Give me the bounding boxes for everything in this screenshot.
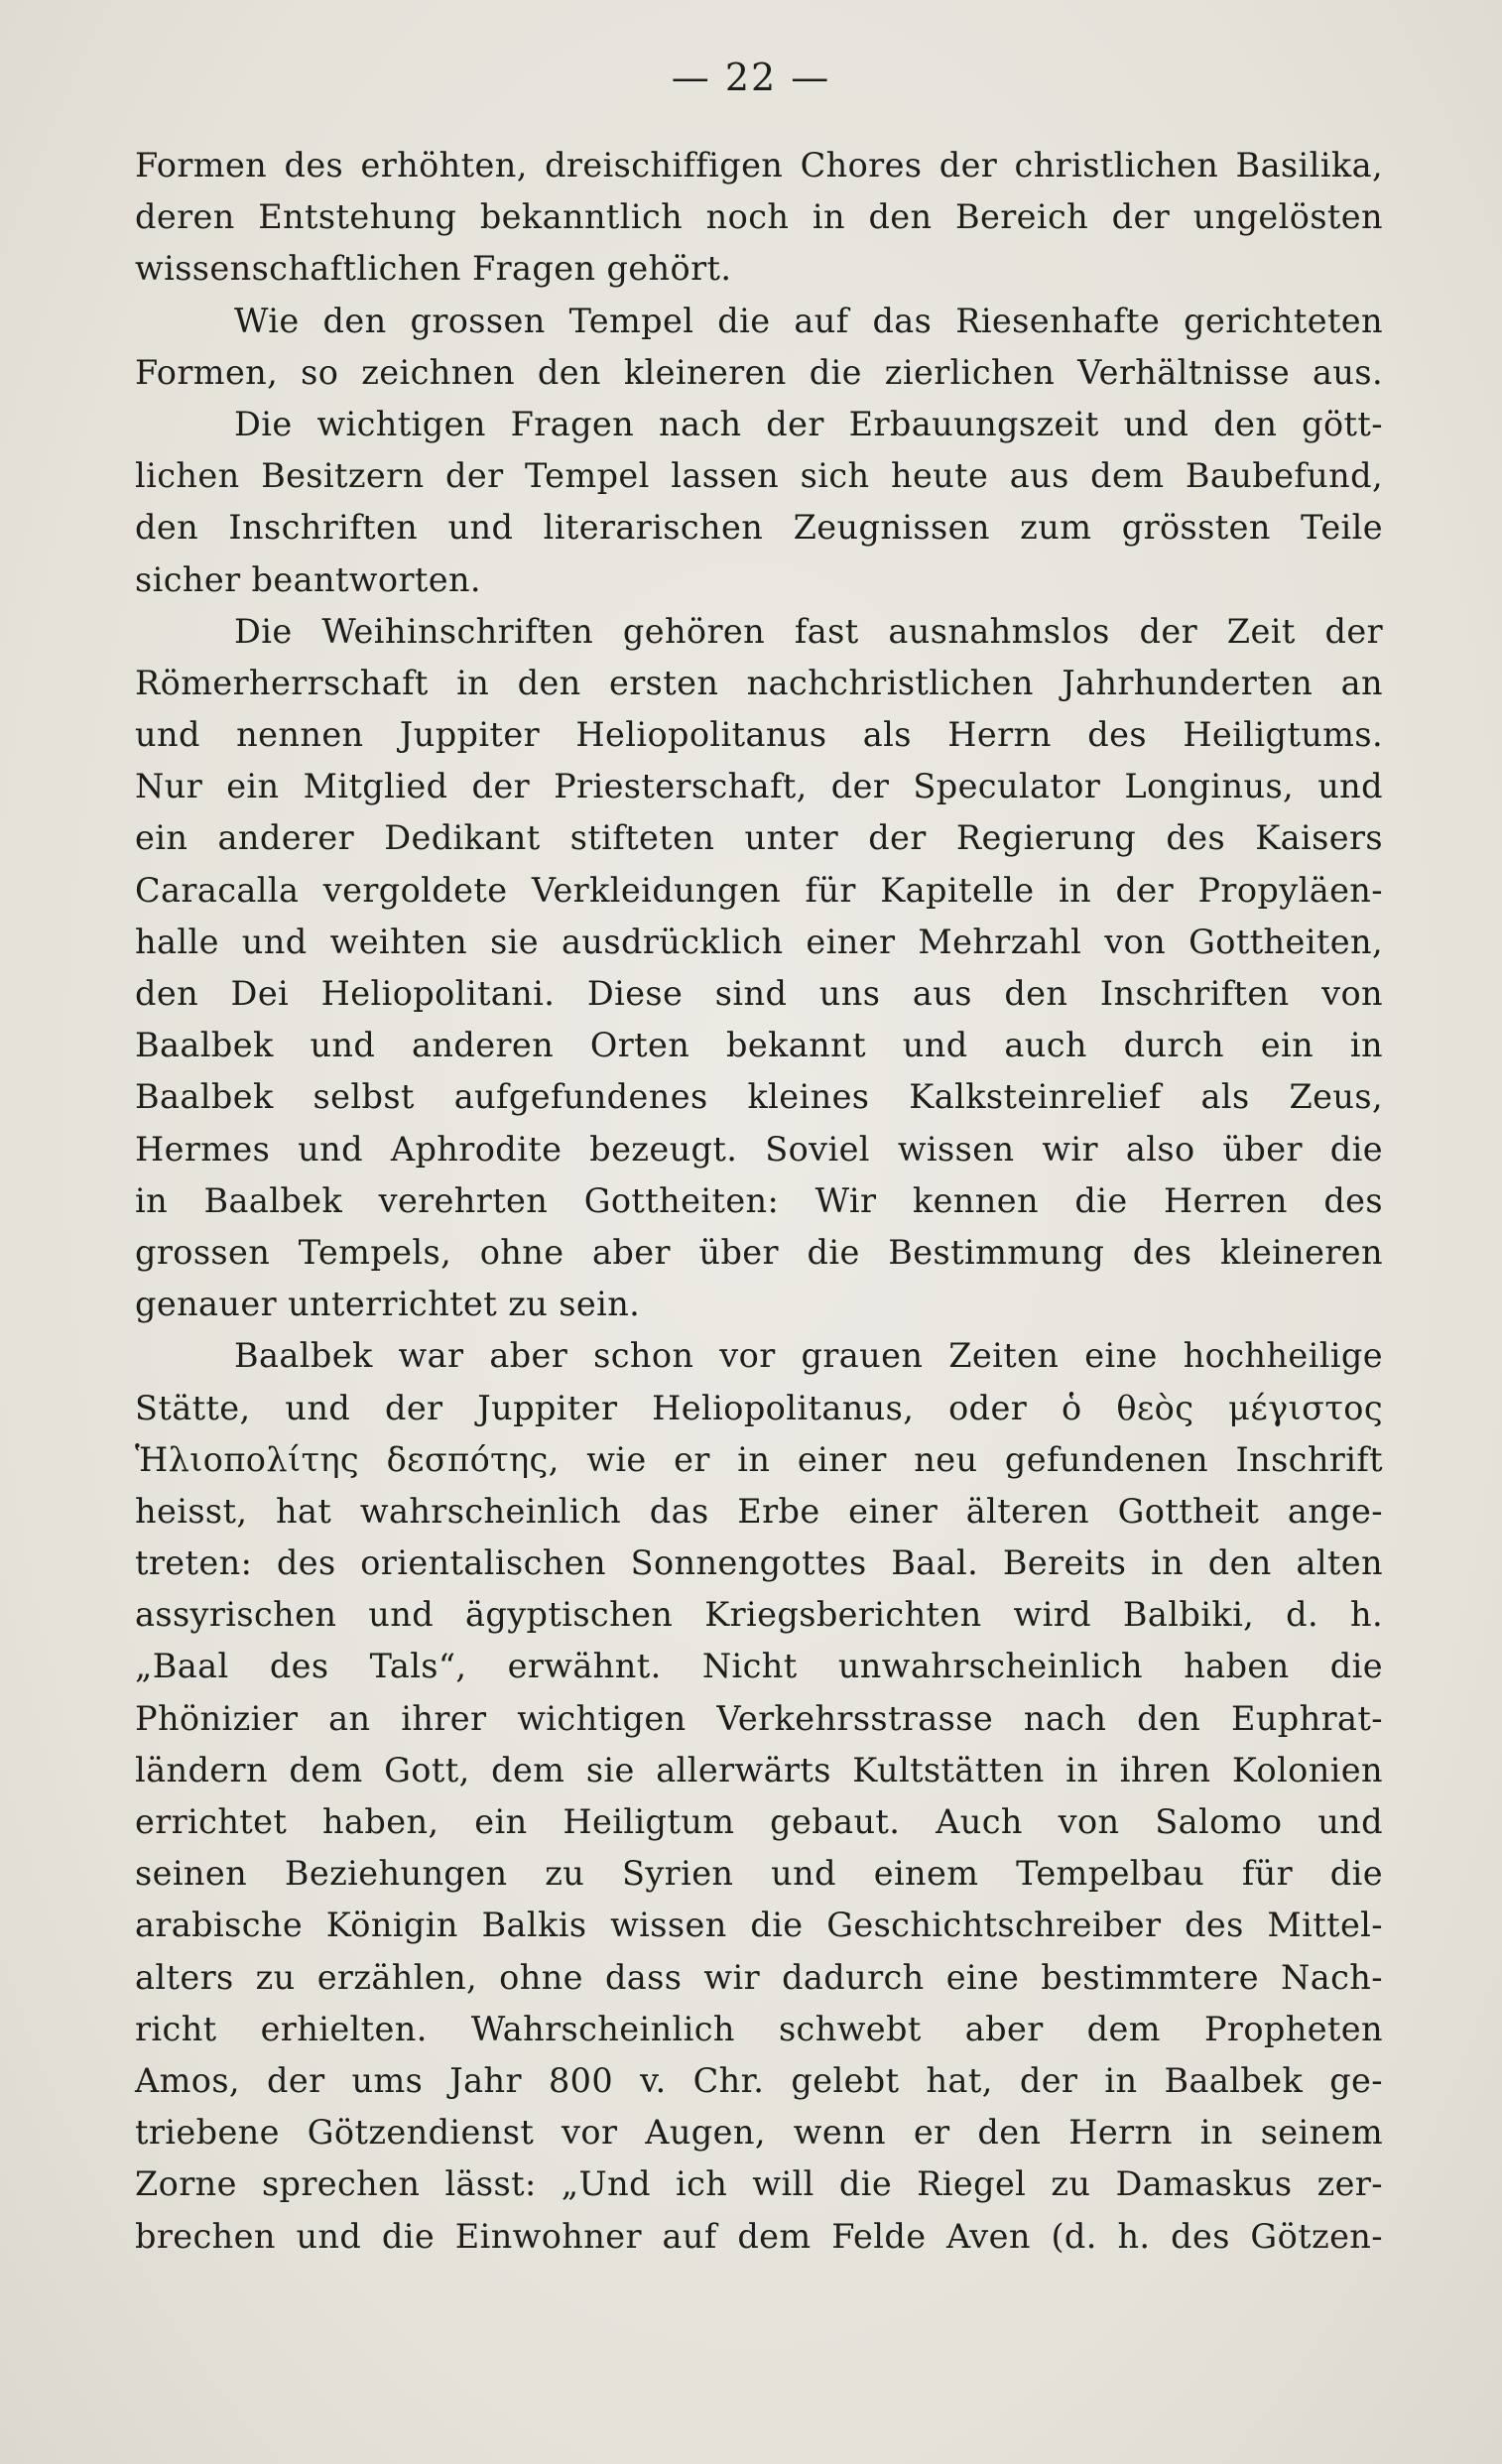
text-line: und nennen Juppiter Heliopolitanus als Herrn des Heiligtums.: [135, 715, 1383, 755]
text-line: Die Weihinschriften gehören fast ausnahmslos der Zeit der: [234, 611, 1383, 651]
text-line: treten: des orientalischen Sonnengottes Baal. Bereits in den alten: [135, 1543, 1383, 1583]
text-line: Baalbek selbst aufgefundenes kleines Kalksteinrelief als Zeus,: [135, 1077, 1383, 1117]
text-line: ein anderer Dedikant stifteten unter der Regierung des Kaisers: [135, 818, 1383, 858]
text-line: brechen und die Einwohner auf dem Felde Aven (d. h. des Götzen-: [135, 2216, 1383, 2256]
text-line: Formen, so zeichnen den kleineren die zierlichen Verhältnisse aus.: [135, 352, 1383, 392]
text-line: Caracalla vergoldete Verkleidungen für Kapitelle in der Propyläen-: [135, 870, 1383, 910]
text-line: den Inschriften und literarischen Zeugnissen zum grössten Teile: [135, 508, 1383, 548]
text-line: assyrischen und ägyptischen Kriegsberichten wird Balbiki, d. h.: [135, 1595, 1383, 1635]
text-line: grossen Tempels, ohne aber über die Bestimmung des kleineren: [135, 1232, 1383, 1272]
text-line: heisst, hat wahrscheinlich das Erbe einer älteren Gottheit ange-: [135, 1491, 1383, 1531]
text-line: errichtet haben, ein Heiligtum gebaut. Auch von Salomo und: [135, 1802, 1383, 1841]
page-number: — 22 —: [671, 56, 831, 99]
text-line: alters zu erzählen, ohne dass wir dadurch eine bestimmtere Nach-: [135, 1957, 1383, 1997]
text-line: Formen des erhöhten, dreischiffigen Chores der christlichen Basilika,: [135, 146, 1383, 185]
text-line: Baalbek und anderen Orten bekannt und auch durch ein in: [135, 1026, 1383, 1065]
text-line: Die wichtigen Fragen nach der Erbauungszeit und den gött-: [234, 404, 1383, 443]
text-line: Zorne sprechen lässt: „Und ich will die Riegel zu Damaskus zer-: [135, 2164, 1383, 2204]
text-line: genauer unterrichtet zu sein.: [135, 1285, 641, 1324]
text-line: ländern dem Gott, dem sie allerwärts Kultstätten in ihren Kolonien: [135, 1750, 1383, 1789]
text-line: triebene Götzendienst vor Augen, wenn er den Herrn in seinem: [135, 2113, 1383, 2153]
text-line: Römerherrschaft in den ersten nachchristlichen Jahrhunderten an: [135, 663, 1383, 702]
text-line: Hermes und Aphrodite bezeugt. Soviel wissen wir also über die: [135, 1129, 1383, 1169]
text-line: halle und weihten sie ausdrücklich einer Mehrzahl von Gottheiten,: [135, 922, 1383, 961]
text-line: Wie den grossen Tempel die auf das Riesenhafte gerichteten: [234, 301, 1383, 340]
text-line: lichen Besitzern der Tempel lassen sich heute aus dem Baubefund,: [135, 456, 1383, 496]
text-line: Nur ein Mitglied der Priesterschaft, der Speculator Longinus, und: [135, 767, 1383, 806]
text-line: arabische Königin Balkis wissen die Geschichtschreiber des Mittel-: [135, 1906, 1383, 1945]
text-line: Baalbek war aber schon vor grauen Zeiten eine hochheilige: [234, 1336, 1383, 1376]
text-line: Phönizier an ihrer wichtigen Verkehrsstrasse nach den Euphrat-: [135, 1698, 1383, 1738]
text-line: richt erhielten. Wahrscheinlich schwebt aber dem Propheten: [135, 2009, 1383, 2048]
text-line: seinen Beziehungen zu Syrien und einem Tempelbau für die: [135, 1854, 1383, 1894]
text-line: Ἡλιοπολίτης δεσπότης, wie er in einer neu gefundenen Inschrift: [135, 1439, 1383, 1479]
text-line: den Dei Heliopolitani. Diese sind uns aus den Inschriften von: [135, 974, 1383, 1013]
text-line: wissenschaftlichen Fragen gehört.: [135, 249, 732, 289]
text-line: Amos, der ums Jahr 800 v. Chr. gelebt hat, der in Baalbek ge-: [135, 2060, 1383, 2100]
text-line: in Baalbek verehrten Gottheiten: Wir kennen die Herren des: [135, 1180, 1383, 1220]
text-line: Stätte, und der Juppiter Heliopolitanus, oder ὁ θεὸς μέγιστος: [135, 1388, 1383, 1427]
text-line: sicher beantworten.: [135, 559, 481, 599]
text-line: deren Entstehung bekanntlich noch in den Bereich der ungelösten: [135, 197, 1383, 237]
body-text: [135, 140, 1383, 2263]
text-line: „Baal des Tals“, erwähnt. Nicht unwahrscheinlich haben die: [135, 1647, 1383, 1686]
